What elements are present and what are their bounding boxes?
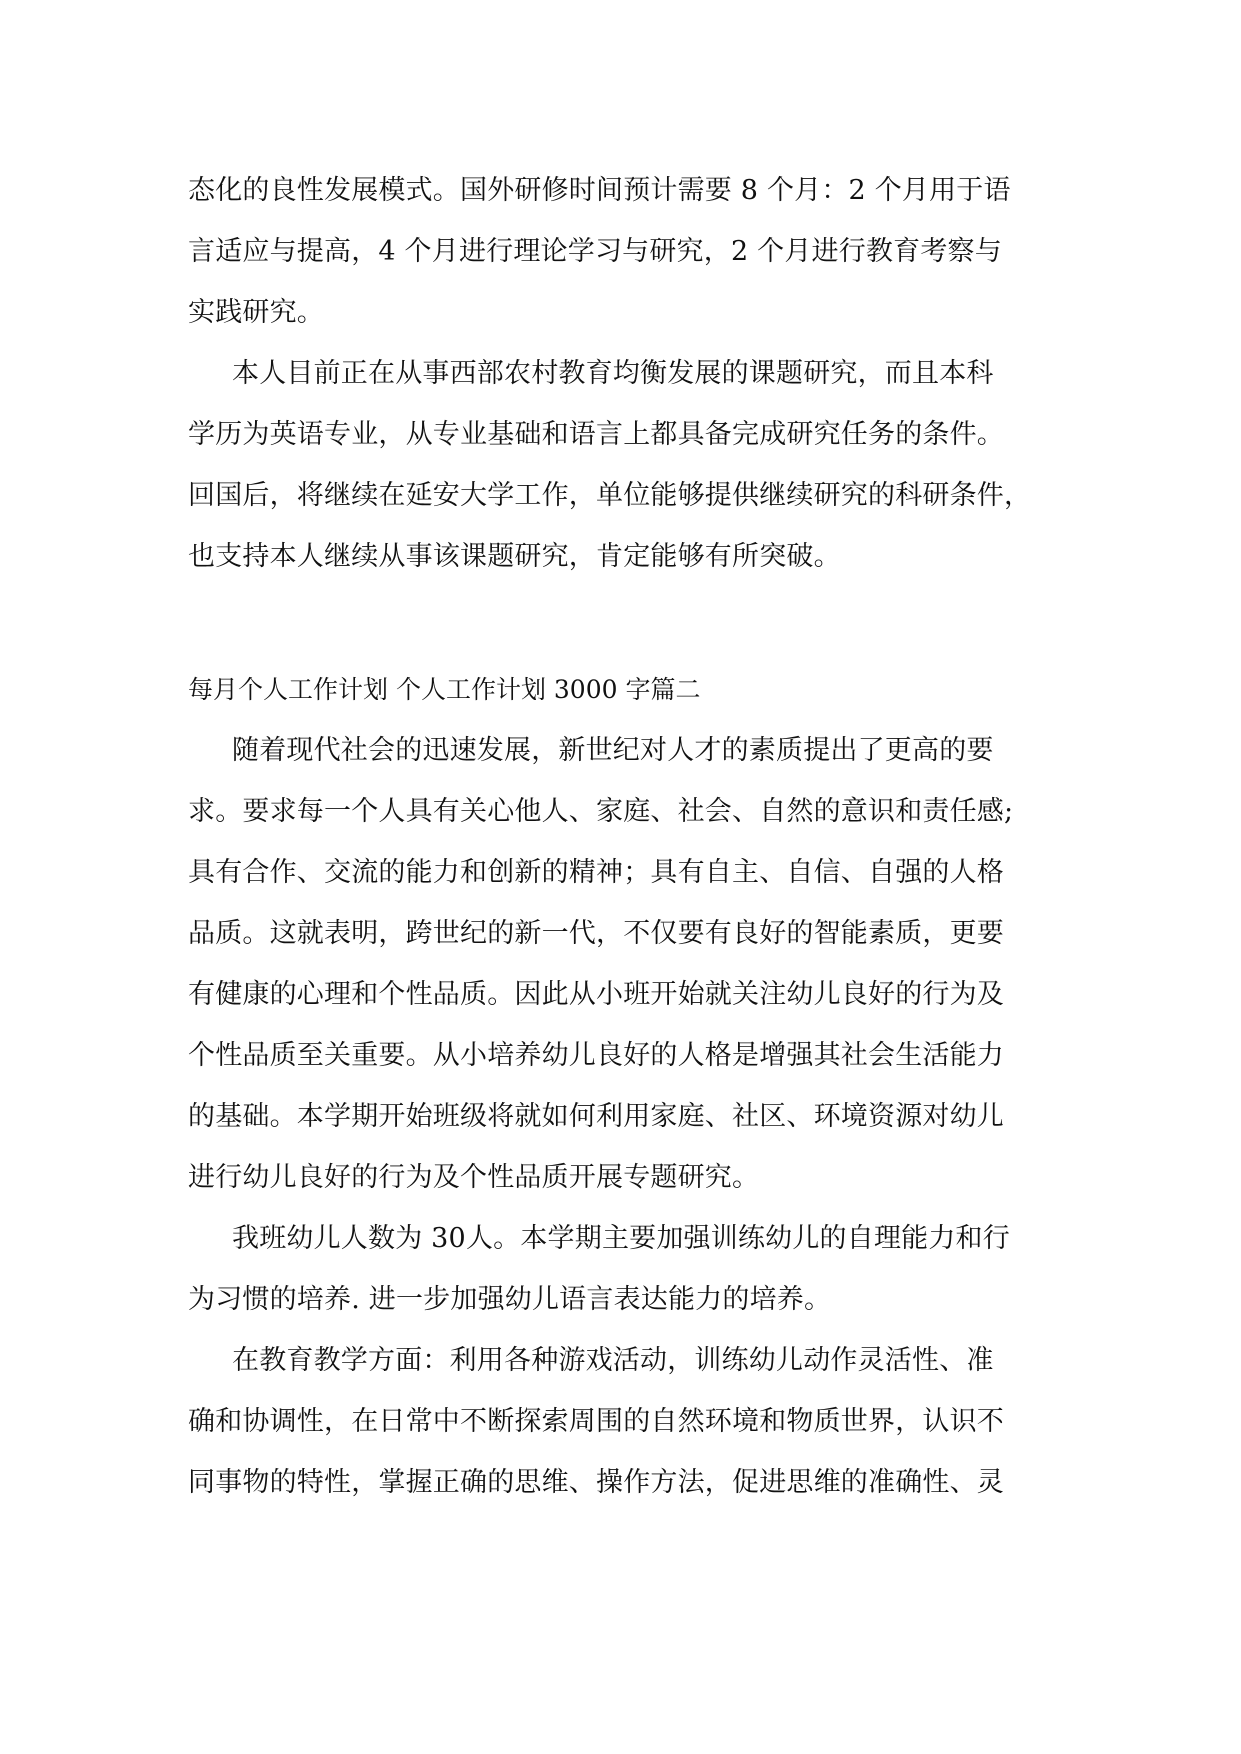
text-line: 确和协调性，在日常中不断探索周围的自然环境和物质世界，认识不 [188, 1406, 1004, 1437]
section-spacer [188, 587, 1056, 659]
text-line: 也支持本人继续从事该课题研究，肯定能够有所突破。 [188, 541, 841, 572]
text-line: 的基础。本学期开始班级将就如何利用家庭、社区、环境资源对幼儿 [188, 1101, 1004, 1132]
text-line: 我班幼儿人数为 30人。本学期主要加强训练幼儿的自理能力和行 [232, 1223, 1010, 1254]
text-line: 言适应与提高，4 个月进行理论学习与研究，2 个月进行教育考察与 [188, 236, 1002, 267]
text-line: 有健康的心理和个性品质。因此从小班开始就关注幼儿良好的行为及 [188, 979, 1004, 1010]
text-line: 本人目前正在从事西部农村教育均衡发展的课题研究，而且本科 [232, 358, 994, 389]
text-line: 个性品质至关重要。从小培养幼儿良好的人格是增强其社会生活能力 [188, 1040, 1004, 1071]
text-line: 实践研究。 [188, 297, 324, 328]
paragraph-class-size [188, 1208, 1056, 1330]
text-line: 态化的良性发展模式。国外研修时间预计需要 8 个月：2 个月用于语 [188, 175, 1011, 206]
text-line: 为习惯的培养. 进一步加强幼儿语言表达能力的培养。 [188, 1284, 832, 1315]
text-line: 进行幼儿良好的行为及个性品质开展专题研究。 [188, 1162, 760, 1193]
text-line: 回国后，将继续在延安大学工作，单位能够提供继续研究的科研条件， [188, 480, 1032, 511]
text-line: 在教育教学方面：利用各种游戏活动，训练幼儿动作灵活性、准 [232, 1345, 994, 1376]
document-body [188, 160, 1056, 1513]
paragraph-continuation [188, 160, 1056, 343]
text-line: 求。要求每一个人具有关心他人、家庭、社会、自然的意识和责任感; [188, 796, 1014, 827]
text-line: 随着现代社会的迅速发展，新世纪对人才的素质提出了更高的要 [232, 735, 994, 766]
text-line: 同事物的特性，掌握正确的思维、操作方法，促进思维的准确性、灵 [188, 1467, 1004, 1498]
section-heading: 每月个人工作计划 个人工作计划 3000 字篇二 [188, 675, 701, 704]
paragraph-teaching [188, 1330, 1056, 1513]
paragraph-intro [188, 720, 1056, 1208]
text-line: 具有合作、交流的能力和创新的精神；具有自主、自信、自强的人格 [188, 857, 1004, 888]
paragraph-research [188, 343, 1056, 587]
text-line: 品质。这就表明，跨世纪的新一代，不仅要有良好的智能素质，更要 [188, 918, 1004, 949]
text-line: 学历为英语专业，从专业基础和语言上都具备完成研究任务的条件。 [188, 419, 1004, 450]
